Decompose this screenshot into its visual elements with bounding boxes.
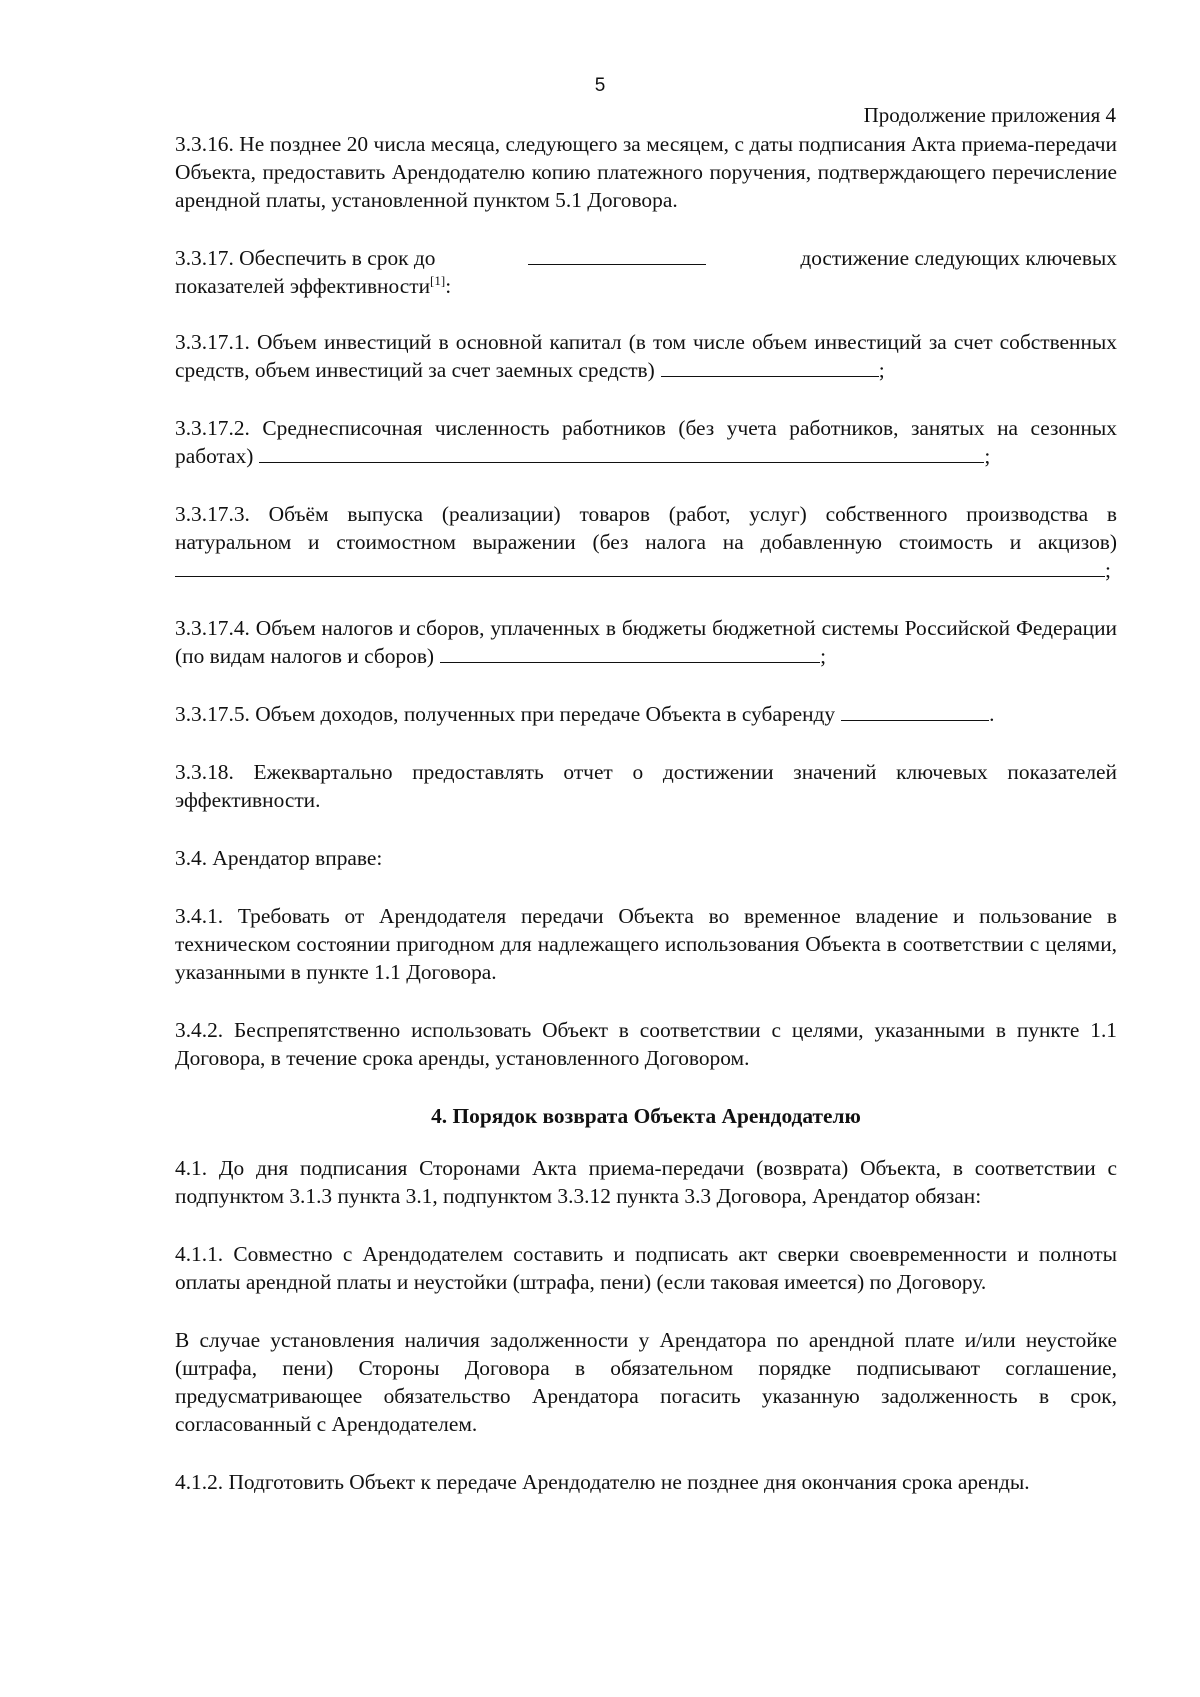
sublease-income-blank xyxy=(841,702,989,721)
clause-3-3-17-1-end: ; xyxy=(878,358,885,382)
employees-blank xyxy=(259,444,984,463)
clause-4-1: 4.1. До дня подписания Сторонами Акта приема-передачи (возврата) Объекта, в соответствии с подпунктом 3.1.3 пункта 3.1, подпунктом 3.3.12 пункта 3.3 Договора, Арендатор обязан: xyxy=(175,1156,1117,1208)
deadline-blank xyxy=(528,246,706,265)
clause-3-3-18: 3.3.18. Ежеквартально предоставлять отчет о достижении значений ключевых показателей эффективности. xyxy=(175,760,1117,812)
clause-3-3-17-3-end: ; xyxy=(1105,558,1111,582)
clause-3-3-17-line2: показателей эффективности xyxy=(175,274,431,298)
document-body xyxy=(175,130,1117,1526)
clause-3-3-17-2-end: ; xyxy=(984,444,991,468)
clause-3-4: 3.4. Арендатор вправе: xyxy=(175,846,383,870)
clause-3-3-16: 3.3.16. Не позднее 20 числа месяца, следующего за месяцем, с даты подписания Акта приема-передачи Объекта, предоставить Арендодателю копию платежного поручения, подтверждающего перечисление арендной платы, установленной пунктом 5.1 Договора. xyxy=(175,132,1117,212)
section-4-title: 4. Порядок возврата Объекта Арендодателю xyxy=(431,1104,861,1128)
clause-3-3-17-3-text: 3.3.17.3. Объём выпуска (реализации) товаров (работ, услуг) собственного производства в натуральном и стоимостном выражении (без налога на добавленную стоимость и акцизов) xyxy=(175,502,1117,554)
clause-3-3-17-1-text: 3.3.17.1. Объем инвестиций в основной капитал (в том числе объем инвестиций за счет собственных средств, объем инвестиций за счет заемных средств) xyxy=(175,330,1117,382)
clause-4-1-1: 4.1.1. Совместно с Арендодателем составить и подписать акт сверки своевременности и полноты оплаты арендной платы и неустойки (штрафа, пени) (если таковая имеется) по Договору. xyxy=(175,1242,1117,1294)
clause-3-3-17-4 xyxy=(175,614,1117,670)
clause-3-3-17-5-end: . xyxy=(989,702,995,726)
clause-3-3-17-3 xyxy=(175,500,1117,584)
taxes-blank xyxy=(440,644,820,663)
clause-3-4-1: 3.4.1. Требовать от Арендодателя передачи Объекта во временное владение и пользование в техническом состоянии пригодном для надлежащего использования Объекта в соответствии с целями, указанными в пункте 1.1 Договора. xyxy=(175,904,1117,984)
clause-3-3-17-tail: достижение следующих ключевых xyxy=(800,246,1117,270)
page-number: 5 xyxy=(594,75,606,96)
clause-3-3-17-lead: 3.3.17. Обеспечить в срок до xyxy=(175,246,436,270)
footnote-ref: [1] xyxy=(430,272,446,288)
clause-3-4-2: 3.4.2. Беспрепятственно использовать Объект в соответствии с целями, указанными в пункте 1.1 Договора, в течение срока аренды, установленного Договором. xyxy=(175,1018,1117,1070)
clause-3-3-17-4-text: 3.3.17.4. Объем налогов и сборов, уплаченных в бюджеты бюджетной системы Российской Федерации (по видам налогов и сборов) xyxy=(175,616,1117,668)
clause-3-3-17 xyxy=(175,244,1117,300)
clause-3-3-17-line1 xyxy=(175,244,1117,272)
clause-3-3-17-2 xyxy=(175,414,1117,470)
clause-3-3-17-colon: : xyxy=(445,274,452,298)
investment-blank xyxy=(661,358,879,377)
clause-3-3-17-1 xyxy=(175,328,1117,384)
clause-3-3-17-2-text: 3.3.17.2. Среднесписочная численность работников (без учета работников, занятых на сезонных работах) xyxy=(175,416,1117,468)
clause-3-3-17-4-end: ; xyxy=(820,644,827,668)
appendix-header: Продолжение приложения 4 xyxy=(863,103,1116,127)
clause-3-3-17-5-text: 3.3.17.5. Объем доходов, полученных при передаче Объекта в субаренду xyxy=(175,702,836,726)
output-blank xyxy=(175,558,1105,577)
debt-paragraph: В случае установления наличия задолженности у Арендатора по арендной плате и/или неустойке (штрафа, пени) Стороны Договора в обязательном порядке подписывают соглашение, предусматривающее обязательство Арендатора погасить указанную задолженность в срок, согласованный с Арендодателем. xyxy=(175,1328,1117,1436)
clause-4-1-2: 4.1.2. Подготовить Объект к передаче Арендодателю не позднее дня окончания срока аренды. xyxy=(175,1470,1030,1494)
clause-3-3-17-5 xyxy=(175,700,1117,728)
